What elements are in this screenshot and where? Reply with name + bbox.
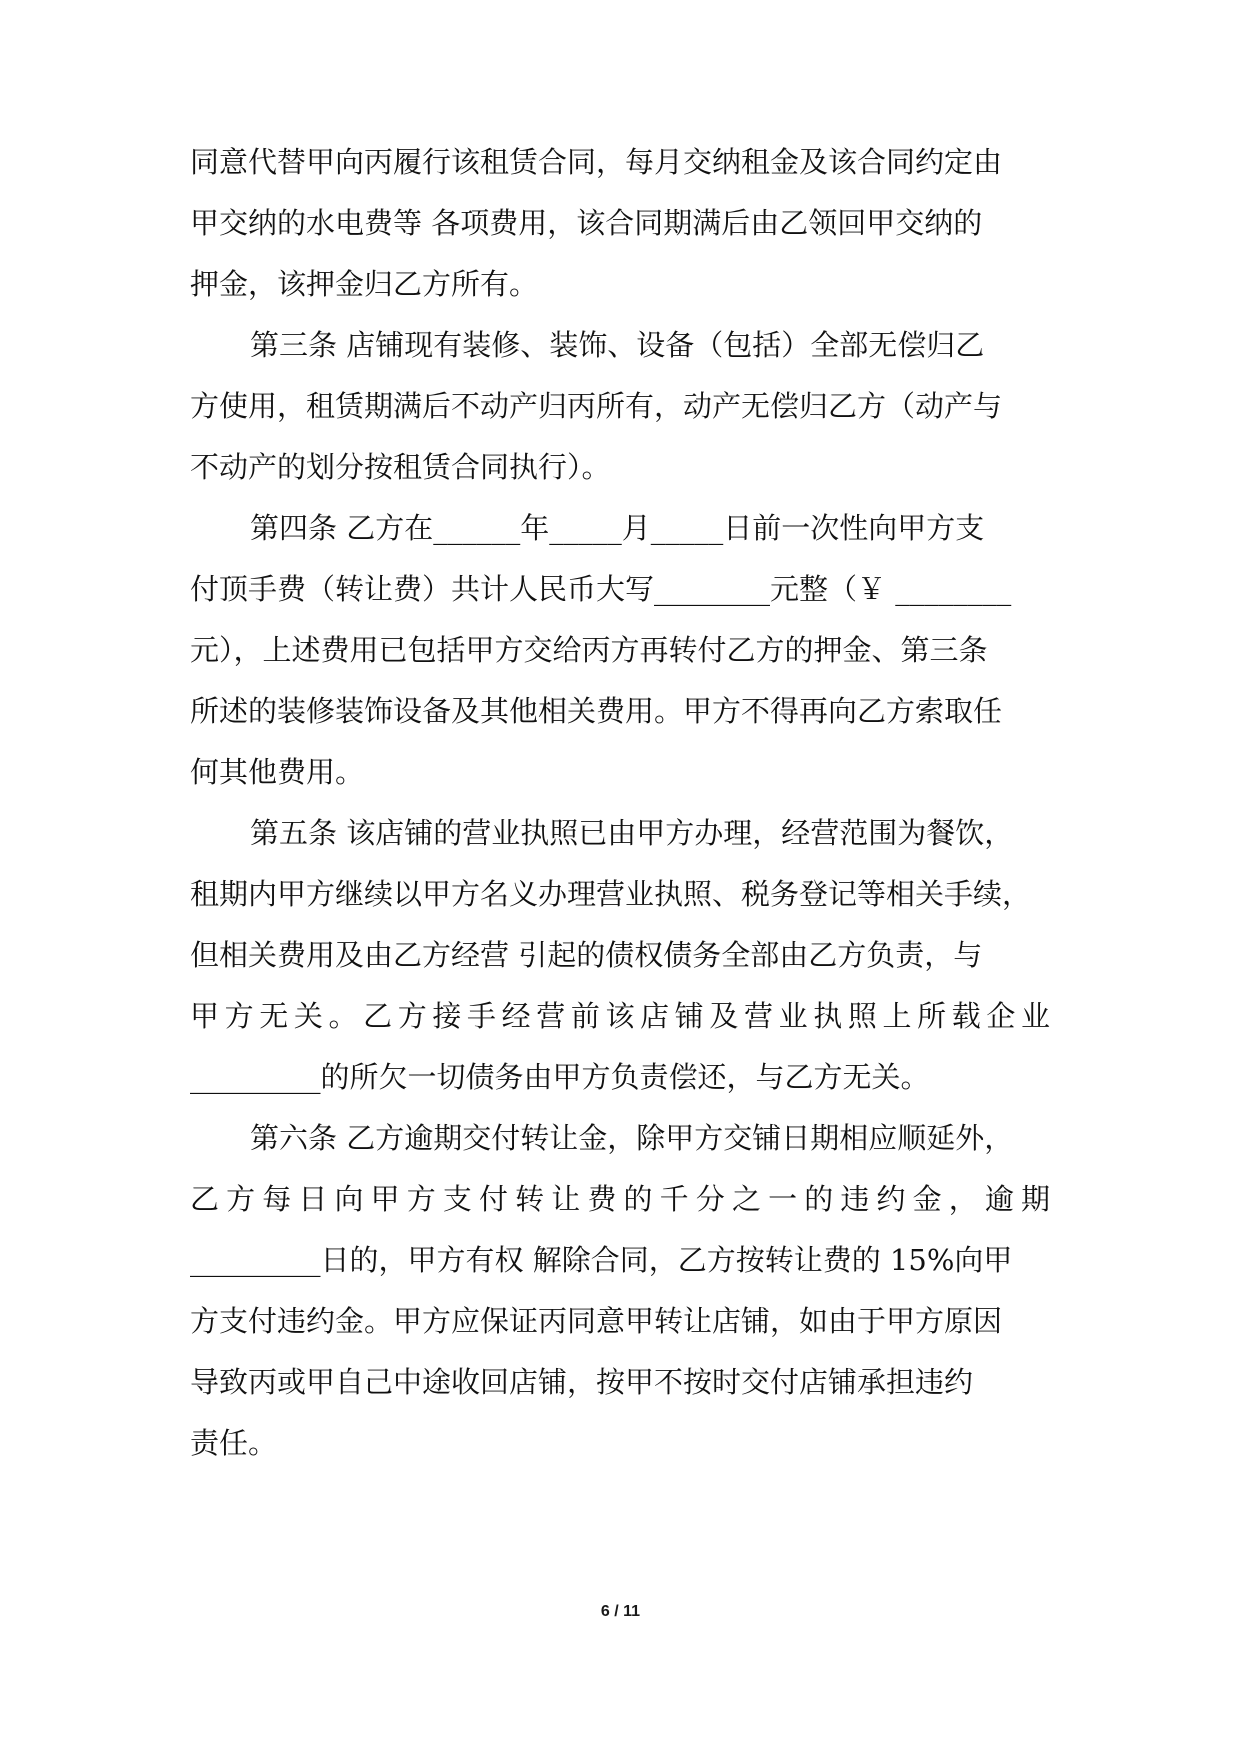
- body-line: 但相关费用及由乙方经营 引起的债权债务全部由乙方负责，与: [190, 938, 983, 972]
- body-line: 甲方无关。乙方接手经营前该店铺及营业执照上所载企业: [190, 999, 1050, 1033]
- body-line: 租期内甲方继续以甲方名义办理营业执照、税务登记等相关手续，: [190, 877, 1032, 911]
- body-line: 甲交纳的水电费等 各项费用，该合同期满后由乙领回甲交纳的: [190, 206, 983, 240]
- body-line: 押金，该押金归乙方所有。: [190, 267, 539, 301]
- body-line: 责任。: [190, 1426, 278, 1460]
- article-5-heading-line: 第五条 该店铺的营业执照已由甲方办理，经营范围为餐饮，: [250, 816, 1014, 850]
- body-line: 同意代替甲向丙履行该租赁合同，每月交纳租金及该合同约定由: [190, 145, 1003, 179]
- body-line: 何其他费用。: [190, 755, 365, 789]
- body-line: _________的所欠一切债务由甲方负责偿还，与乙方无关。: [190, 1060, 930, 1094]
- body-line: 不动产的划分按租赁合同执行）。: [190, 450, 611, 484]
- page-number: 6 / 11: [600, 1603, 641, 1620]
- article-6-heading-line: 第六条 乙方逾期交付转让金，除甲方交铺日期相应顺延外，: [250, 1121, 1014, 1155]
- body-line: 方支付违约金。甲方应保证丙同意甲转让店铺，如由于甲方原因: [190, 1304, 1003, 1338]
- article-4-heading-line: 第四条 乙方在______年_____月_____日前一次性向甲方支: [250, 511, 985, 545]
- body-line: 乙方每日向甲方支付转让费的千分之一的违约金，逾期: [190, 1182, 1050, 1216]
- article-3-heading-line: 第三条 店铺现有装修、装饰、设备（包括）全部无偿归乙: [250, 328, 985, 362]
- body-line: 所述的装修装饰设备及其他相关费用。甲方不得再向乙方索取任: [190, 694, 1003, 728]
- body-line: 导致丙或甲自己中途收回店铺，按甲不按时交付店铺承担违约: [190, 1365, 974, 1399]
- body-line: 方使用，租赁期满后不动产归丙所有，动产无偿归乙方（动产与: [190, 389, 1003, 423]
- body-line: 付顶手费（转让费）共计人民币大写________元整（￥ ________: [190, 572, 1012, 606]
- body-line: 元），上述费用已包括甲方交给丙方再转付乙方的押金、第三条: [190, 633, 988, 667]
- body-line: _________日的，甲方有权 解除合同，乙方按转让费的 15%向甲: [190, 1243, 1013, 1277]
